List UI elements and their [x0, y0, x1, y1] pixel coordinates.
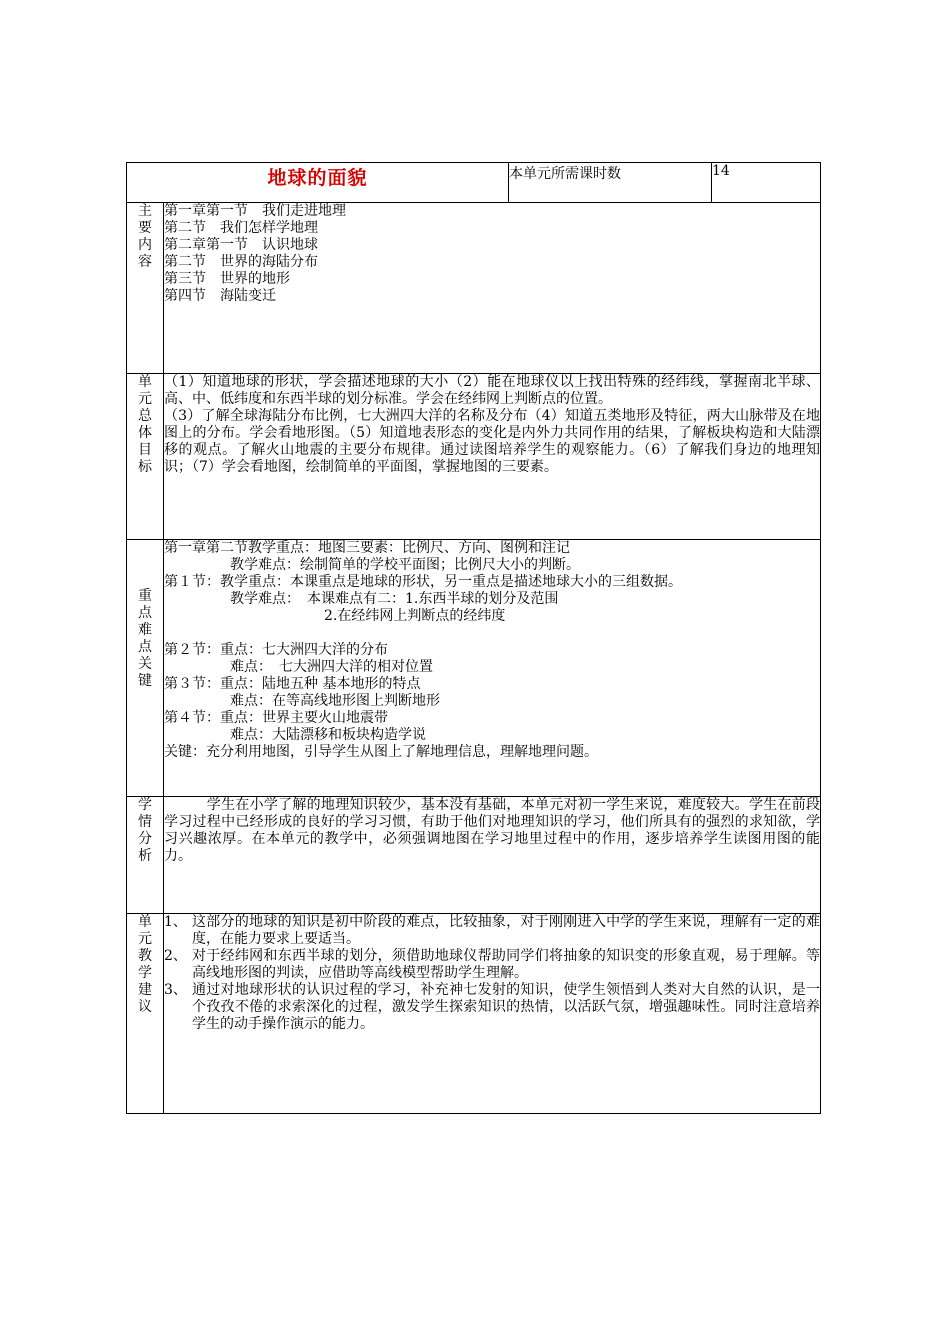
suggestion-text: 这部分的地球的知识是初中阶段的难点，比较抽象，对于刚刚进入中学的学生来说，理解有一定的难度，在能力要求上要适当。 — [192, 914, 821, 947]
key-point-line: 第３节：重点：陆地五种 基本地形的特点 — [164, 676, 421, 692]
key-points-row — [127, 540, 821, 797]
teaching-suggestions-row — [127, 914, 821, 1114]
student-analysis-label: 学 情 分 析 — [127, 797, 164, 914]
unit-goals-row — [127, 374, 821, 540]
teaching-suggestions-body — [164, 914, 821, 1114]
suggestion-text: 对于经纬网和东西半球的划分，须借助地球仪帮助同学们将抽象的知识变的形象直观，易于理解。等高线地形图的判读，应借助等高线模型帮助学生理解。 — [192, 948, 821, 981]
content-line: 第一章第一节 我们走进地理 — [164, 203, 346, 219]
suggestion-number: 2、 — [164, 948, 187, 964]
unit-goals-body — [164, 374, 821, 540]
content-line: 第二节 世界的海陆分布 — [164, 254, 318, 270]
key-point-line: 难点： 七大洲四大洋的相对位置 — [230, 659, 433, 675]
key-point-line: 教学难点： 本课难点有二：1.东西半球的划分及范围 — [230, 591, 559, 607]
main-content-label: 主 要 内 容 — [127, 203, 164, 374]
unit-plan-table — [126, 162, 821, 1114]
suggestion-item — [164, 982, 820, 1033]
document-title: 地球的面貌 — [267, 167, 368, 189]
goals-paragraph: （1）知道地球的形状，学会描述地球的大小（2）能在地球仪以上找出特殊的经纬线，掌握南北半球、高、中、低纬度和东西半球的划分标准。学会在经纬网上判断点的位置。 — [164, 374, 821, 407]
suggestion-number: 3、 — [164, 982, 187, 998]
teaching-suggestions-label: 单 元 教 学 建 议 — [127, 914, 164, 1114]
hours-value-cell — [712, 163, 821, 203]
hours-label: 本单元所需课时数 — [509, 166, 622, 182]
suggestion-text: 通过对地球形状的认识过程的学习，补充神七发射的知识，使学生领悟到人类对大自然的认识，是一个孜孜不倦的求索深化的过程，激发学生探索知识的热情，以活跃气氛，增强趣味性。同时注意培养学生的动手操作演示的能力。 — [192, 982, 821, 1032]
key-points-body — [164, 540, 821, 797]
header-row — [127, 163, 821, 203]
spacer — [164, 625, 820, 642]
suggestion-item — [164, 948, 820, 982]
content-line: 第二节 我们怎样学地理 — [164, 220, 318, 236]
content-line: 第二章第一节 认识地球 — [164, 237, 318, 253]
key-point-line: 关键：充分利用地图，引导学生从图上了解地理信息，理解地理问题。 — [164, 744, 598, 760]
key-point-line: 第１节：教学重点：本课重点是地球的形状，另一重点是描述地球大小的三组数据。 — [164, 574, 682, 590]
goals-paragraph: （3）了解全球海陆分布比例，七大洲四大洋的名称及分布（4）知道五类地形及特征，两大山脉带及在地图上的分布。学会看地形图。（5）知道地表形态的变化是内外力共同作用的结果，了解板块构造和大陆漂移的观点。了解火山地震的主要分布规律。通过读图培养学生的观察能力。（6）了解我们身边的地理知识；（7）学会看地图，绘制简单的平面图，掌握地图的三要素。 — [164, 408, 821, 475]
key-point-line: 难点：大陆漂移和板块构造学说 — [230, 727, 426, 743]
key-point-line: 2.在经纬网上判断点的经纬度 — [324, 608, 506, 624]
content-line: 第四节 海陆变迁 — [164, 288, 276, 304]
key-point-line: 第２节：重点：七大洲四大洋的分布 — [164, 642, 388, 658]
suggestion-item — [164, 914, 820, 948]
hours-value: 14 — [712, 163, 730, 179]
analysis-paragraph: 学生在小学了解的地理知识较少，基本没有基础，本单元对初一学生来说，难度较大。学生在前段学习过程中已经形成的良好的学习习惯，有助于他们对地理知识的学习，他们所具有的强烈的求知欲，学习兴趣浓厚。在本单元的教学中，必须强调地图在学习地里过程中的作用，逐步培养学生读图用图的能力。 — [164, 797, 821, 864]
main-content-row — [127, 203, 821, 374]
hours-label-cell — [509, 163, 712, 203]
unit-goals-label: 单 元 总 体 目 标 — [127, 374, 164, 540]
student-analysis-row — [127, 797, 821, 914]
content-line: 第三节 世界的地形 — [164, 271, 290, 287]
key-point-line: 教学难点：绘制简单的学校平面图；比例尺大小的判断。 — [230, 557, 580, 573]
student-analysis-body — [164, 797, 821, 914]
key-point-line: 第４节：重点：世界主要火山地震带 — [164, 710, 388, 726]
suggestion-number: 1、 — [164, 914, 187, 930]
title-cell — [127, 163, 509, 203]
key-points-label: 重 点 难 点 关 键 — [127, 540, 164, 797]
key-point-line: 难点：在等高线地形图上判断地形 — [230, 693, 440, 709]
key-point-line: 第一章第二节教学重点：地图三要素：比例尺、方向、图例和注记 — [164, 540, 570, 556]
main-content-body — [164, 203, 821, 374]
